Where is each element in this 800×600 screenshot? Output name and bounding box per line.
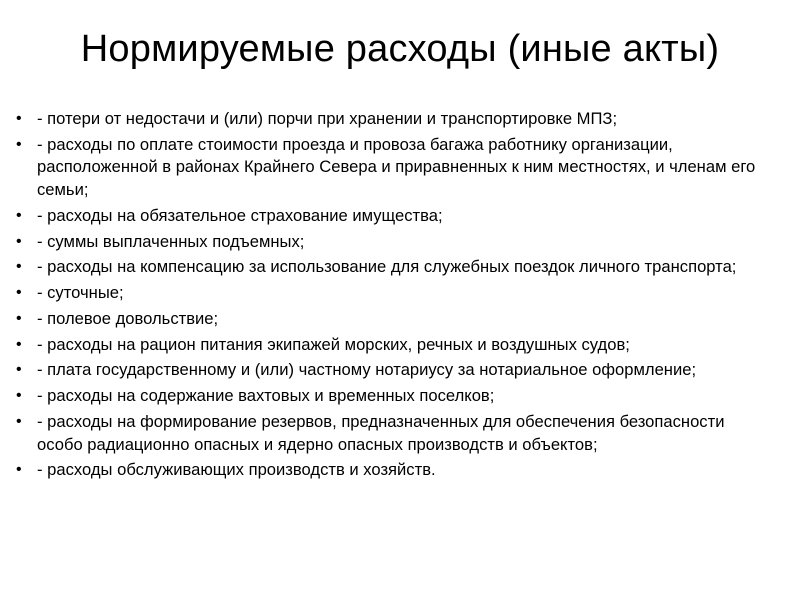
list-item-text: - потери от недостачи и (или) порчи при хранении и транспортировке МПЗ; <box>37 109 618 128</box>
bullet-icon: • <box>16 284 22 302</box>
bullet-icon: • <box>16 387 22 405</box>
list-item <box>16 385 766 408</box>
bullet-icon: • <box>16 335 22 353</box>
list-item <box>16 459 766 482</box>
list-item-text: - плата государственному и (или) частному нотариусу за нотариальное оформление; <box>37 360 697 380</box>
bullet-icon: • <box>16 206 22 224</box>
list-item-text: - расходы обслуживающих производств и хозяйств. <box>37 460 436 480</box>
list-item-text: - расходы на обязательное страхование имущества; <box>37 205 443 225</box>
list-item-text: - расходы на рацион питания экипажей морских, речных и воздушных судов; <box>37 334 630 354</box>
list-item <box>16 334 766 357</box>
bullet-icon: • <box>16 135 22 153</box>
list-item-text: - расходы по оплате стоимости проезда и провоза багажа работнику организации, расположенной в районах Крайнего Севера и приравненных к ним местностях, и членам его семьи; <box>37 134 756 199</box>
bullet-icon: • <box>16 413 22 430</box>
bullet-icon: • <box>16 110 22 127</box>
list-item-text: - суточные; <box>37 283 124 303</box>
list-item-text: - расходы на компенсацию за использование для служебных поездок личного транспорта; <box>37 257 737 277</box>
list-item-text: - расходы на формирование резервов, предназначенных для обеспечения безопасности особо радиационно опасных и ядерно опасных производств и объектов; <box>37 412 725 454</box>
bullet-icon: • <box>16 232 22 250</box>
list-item <box>16 134 766 202</box>
slide-title: Нормируемые расходы (иные акты) <box>80 28 720 70</box>
bullet-list <box>16 108 766 485</box>
list-item-text: - суммы выплаченных подъемных; <box>37 231 305 251</box>
bullet-icon: • <box>16 258 22 276</box>
list-item <box>16 359 766 382</box>
bullet-icon: • <box>16 361 22 379</box>
list-item <box>16 108 766 131</box>
list-item <box>16 308 766 331</box>
list-item <box>16 411 766 456</box>
list-item <box>16 205 766 228</box>
list-item-text: - расходы на содержание вахтовых и временных поселков; <box>37 386 495 406</box>
list-item <box>16 256 766 279</box>
bullet-icon: • <box>16 309 22 327</box>
list-item <box>16 231 766 254</box>
list-item-text: - полевое довольствие; <box>37 308 219 328</box>
list-item <box>16 282 766 305</box>
bullet-icon: • <box>16 461 22 479</box>
